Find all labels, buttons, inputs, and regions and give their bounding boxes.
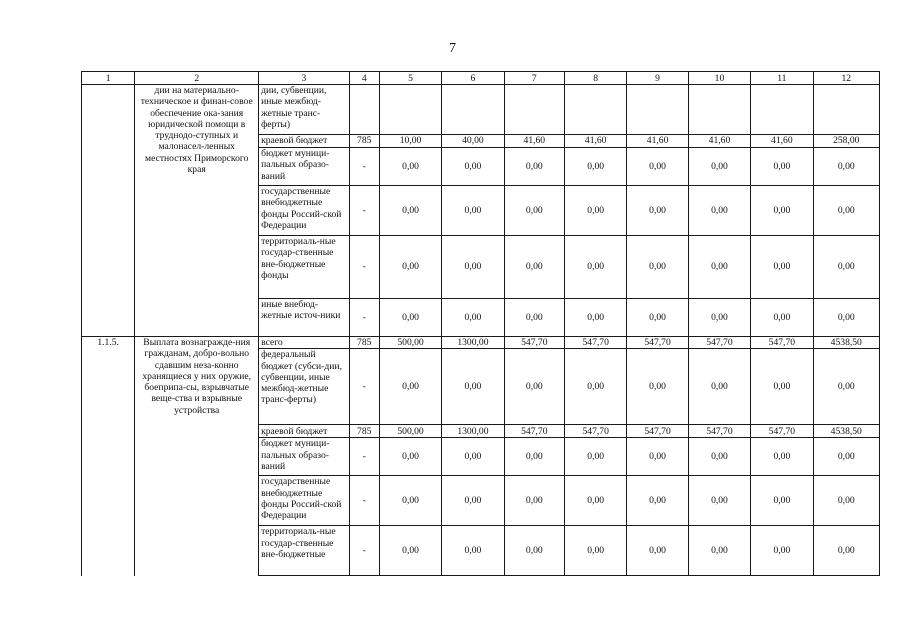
amount-cell: 0,00 [751,476,813,526]
amount-cell: 41,60 [504,135,564,148]
amount-cell: 10,00 [379,135,441,148]
amount-cell: 0,00 [688,148,750,186]
funding-source-cell: государственные внебюджетные фонды Россий-ской Федерации [259,476,350,526]
code-cell: 785 [349,135,379,148]
funding-source-cell: территориаль-ные государ-ственные вне-бюджетные фонды [259,236,350,299]
amount-cell: 0,00 [627,148,688,186]
amount-cell: 0,00 [379,148,441,186]
amount-cell: 0,00 [442,526,504,576]
amount-cell: 41,60 [751,135,813,148]
amount-cell: 0,00 [627,526,688,576]
header-cell: 11 [751,72,813,85]
amount-cell: 0,00 [813,148,879,186]
item-name-cell: Выплата вознагражде-ния гражданам, добро-вольно сдавшим неза-конно хранящиеся у них оружие, боеприпа-сы, взрывчатые веще-ства и взрывные устройства [135,337,259,576]
amount-cell: 0,00 [504,438,564,476]
amount-cell: 0,00 [442,186,504,236]
amount-cell: 0,00 [379,186,441,236]
header-cell: 9 [627,72,688,85]
amount-cell: 0,00 [751,299,813,337]
amount-cell: 547,70 [688,425,750,438]
amount-cell: 41,60 [627,135,688,148]
amount-cell: 0,00 [688,186,750,236]
funding-source-cell: краевой бюджет [259,425,350,438]
amount-cell: 0,00 [751,526,813,576]
amount-cell: 547,70 [751,425,813,438]
funding-source-cell: всего [259,337,350,349]
header-cell: 1 [82,72,135,85]
amount-cell: 0,00 [442,349,504,425]
amount-cell: 547,70 [504,337,564,349]
funding-source-cell: государственные внебюджетные фонды Россий-ской Федерации [259,186,350,236]
funding-source-cell: дии, субвенции, иные межбюд-жетные транс-ферты) [259,85,350,135]
amount-cell: 0,00 [442,236,504,299]
amount-cell: 0,00 [751,438,813,476]
amount-cell: 0,00 [504,476,564,526]
amount-cell: 0,00 [565,476,627,526]
code-cell: - [349,476,379,526]
amount-cell: 0,00 [565,148,627,186]
amount-cell: 0,00 [627,438,688,476]
amount-cell: 547,70 [751,337,813,349]
amount-cell [504,85,564,135]
amount-cell: 500,00 [379,337,441,349]
amount-cell: 0,00 [751,349,813,425]
funding-source-cell: краевой бюджет [259,135,350,148]
code-cell: - [349,186,379,236]
code-cell: - [349,236,379,299]
amount-cell: 0,00 [504,148,564,186]
header-cell: 4 [349,72,379,85]
amount-cell: 0,00 [627,186,688,236]
amount-cell: 547,70 [504,425,564,438]
amount-cell [379,85,441,135]
amount-cell: 0,00 [565,299,627,337]
amount-cell: 0,00 [504,349,564,425]
amount-cell: 0,00 [688,476,750,526]
header-row [82,72,880,85]
amount-cell: 0,00 [688,299,750,337]
amount-cell: 0,00 [627,299,688,337]
item-number-cell: 1.1.5. [82,337,135,576]
page-number: 7 [449,41,456,56]
amount-cell: 4538,50 [813,337,879,349]
amount-cell: 41,60 [565,135,627,148]
amount-cell: 0,00 [688,236,750,299]
code-cell: - [349,349,379,425]
amount-cell: 0,00 [813,236,879,299]
amount-cell: 1300,00 [442,425,504,438]
amount-cell: 0,00 [565,186,627,236]
amount-cell: 547,70 [627,425,688,438]
amount-cell: 0,00 [442,148,504,186]
amount-cell: 0,00 [688,438,750,476]
budget-table-container [81,71,880,576]
header-cell: 10 [688,72,750,85]
amount-cell: 0,00 [379,438,441,476]
amount-cell: 4538,50 [813,425,879,438]
amount-cell: 0,00 [565,349,627,425]
amount-cell: 0,00 [751,236,813,299]
code-cell: 785 [349,425,379,438]
funding-source-cell: бюджет муници-пальных образо-ваний [259,148,350,186]
amount-cell: 0,00 [379,299,441,337]
code-cell: - [349,526,379,576]
budget-table [81,71,880,576]
amount-cell: 0,00 [379,476,441,526]
amount-cell: 0,00 [813,299,879,337]
amount-cell: 547,70 [565,337,627,349]
header-cell: 7 [504,72,564,85]
amount-cell: 0,00 [565,526,627,576]
header-cell: 8 [565,72,627,85]
amount-cell: 0,00 [379,349,441,425]
amount-cell: 0,00 [813,526,879,576]
table-body [82,72,880,576]
table-row [82,85,880,135]
code-cell [349,85,379,135]
amount-cell: 0,00 [627,476,688,526]
amount-cell: 0,00 [813,186,879,236]
amount-cell: 0,00 [442,438,504,476]
header-cell: 2 [135,72,259,85]
amount-cell: 0,00 [688,349,750,425]
code-cell: - [349,299,379,337]
amount-cell: 1300,00 [442,337,504,349]
amount-cell: 0,00 [504,236,564,299]
amount-cell: 0,00 [627,349,688,425]
header-cell: 6 [442,72,504,85]
amount-cell: 0,00 [751,186,813,236]
header-cell: 5 [379,72,441,85]
header-cell: 12 [813,72,879,85]
funding-source-cell: иные внебюд-жетные источ-ники [259,299,350,337]
amount-cell: 0,00 [442,476,504,526]
item-name-cell: дии на материально-техническое и финан-совое обеспечение ока-зания юридической помощи в труднодо-ступных и малонасел-ленных местностях Приморского края [135,85,259,337]
amount-cell: 547,70 [565,425,627,438]
code-cell: - [349,438,379,476]
amount-cell [565,85,627,135]
amount-cell: 0,00 [813,438,879,476]
amount-cell: 0,00 [565,236,627,299]
amount-cell: 547,70 [627,337,688,349]
amount-cell: 0,00 [688,526,750,576]
amount-cell: 0,00 [813,349,879,425]
amount-cell: 0,00 [504,299,564,337]
amount-cell: 0,00 [751,148,813,186]
amount-cell: 40,00 [442,135,504,148]
amount-cell [627,85,688,135]
item-number-cell [82,85,135,337]
funding-source-cell: федеральный бюджет (субси-дии, субвенции, иные межбюд-жетные транс-ферты) [259,349,350,425]
header-cell: 3 [259,72,350,85]
amount-cell: 0,00 [627,236,688,299]
amount-cell: 0,00 [504,186,564,236]
amount-cell: 500,00 [379,425,441,438]
amount-cell [813,85,879,135]
amount-cell: 0,00 [379,236,441,299]
table-row [82,337,880,349]
amount-cell [751,85,813,135]
amount-cell: 0,00 [379,526,441,576]
amount-cell: 547,70 [688,337,750,349]
amount-cell: 258,00 [813,135,879,148]
amount-cell: 0,00 [813,476,879,526]
amount-cell: 41,60 [688,135,750,148]
amount-cell: 0,00 [442,299,504,337]
amount-cell [442,85,504,135]
code-cell: 785 [349,337,379,349]
amount-cell: 0,00 [565,438,627,476]
amount-cell: 0,00 [504,526,564,576]
amount-cell [688,85,750,135]
funding-source-cell: территориаль-ные государ-ственные вне-бюджетные [259,526,350,576]
code-cell: - [349,148,379,186]
funding-source-cell: бюджет муници-пальных образо-ваний [259,438,350,476]
